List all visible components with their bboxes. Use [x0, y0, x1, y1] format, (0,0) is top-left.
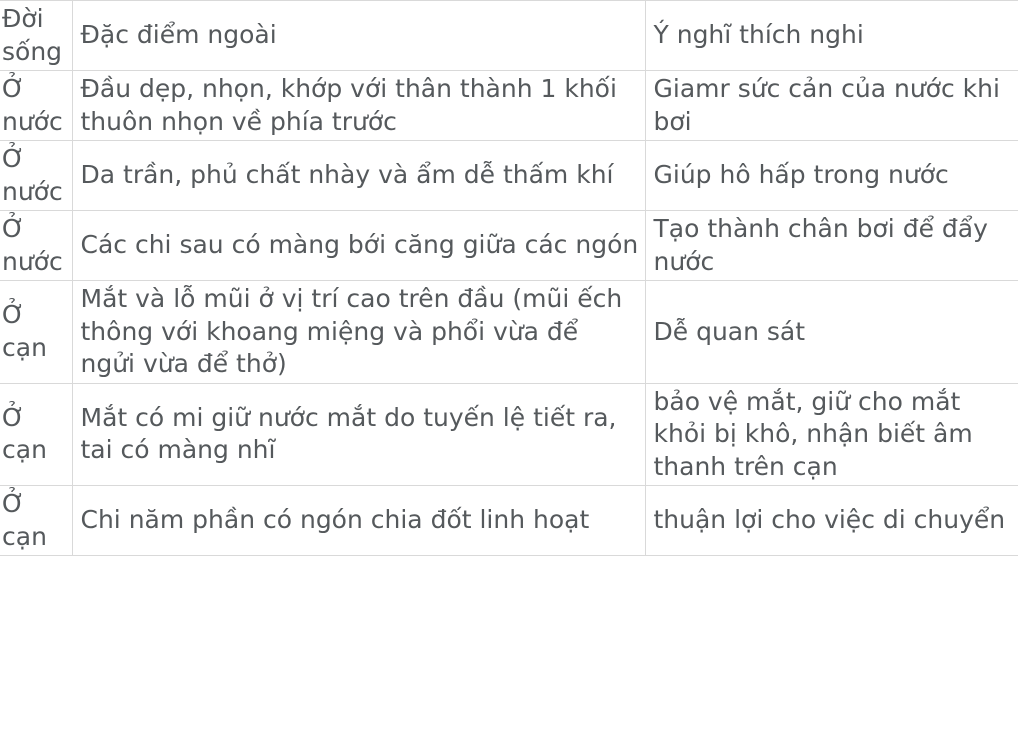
table-row	[0, 383, 1018, 486]
cell-y-nghia: thuận lợi cho việc di chuyển	[645, 486, 1018, 556]
table-row	[0, 486, 1018, 556]
cell-dac-diem: Mắt và lỗ mũi ở vị trí cao trên đầu (mũi ếch thông với khoang miệng và phổi vừa để ngửi vừa để thở)	[72, 281, 645, 384]
cell-y-nghia: Giamr sức cản của nước khi bơi	[645, 71, 1018, 141]
cell-dac-diem: Da trần, phủ chất nhày và ẩm dễ thấm khí	[72, 141, 645, 211]
table-row	[0, 211, 1018, 281]
cell-y-nghia: Dễ quan sát	[645, 281, 1018, 384]
column-header-dac-diem: Đặc điểm ngoài	[72, 1, 645, 71]
cell-y-nghia: bảo vệ mắt, giữ cho mắt khỏi bị khô, nhận biết âm thanh trên cạn	[645, 383, 1018, 486]
cell-doi-song: Ở cạn	[0, 281, 72, 384]
cell-dac-diem: Mắt có mi giữ nước mắt do tuyến lệ tiết ra, tai có màng nhĩ	[72, 383, 645, 486]
cell-y-nghia: Giúp hô hấp trong nước	[645, 141, 1018, 211]
cell-doi-song: Ở nước	[0, 141, 72, 211]
column-header-doi-song: Đời sống	[0, 1, 72, 71]
cell-doi-song: Ở cạn	[0, 383, 72, 486]
cell-y-nghia: Tạo thành chân bơi để đẩy nước	[645, 211, 1018, 281]
cell-dac-diem: Chi năm phần có ngón chia đốt linh hoạt	[72, 486, 645, 556]
cell-dac-diem: Các chi sau có màng bới căng giữa các ngón	[72, 211, 645, 281]
column-header-y-nghia: Ý nghĩ thích nghi	[645, 1, 1018, 71]
cell-dac-diem: Đầu dẹp, nhọn, khớp với thân thành 1 khối thuôn nhọn về phía trước	[72, 71, 645, 141]
cell-doi-song: Ở nước	[0, 71, 72, 141]
table-row	[0, 281, 1018, 384]
table-row	[0, 71, 1018, 141]
cell-doi-song: Ở nước	[0, 211, 72, 281]
table-header-row	[0, 1, 1018, 71]
cell-doi-song: Ở cạn	[0, 486, 72, 556]
table-row	[0, 141, 1018, 211]
